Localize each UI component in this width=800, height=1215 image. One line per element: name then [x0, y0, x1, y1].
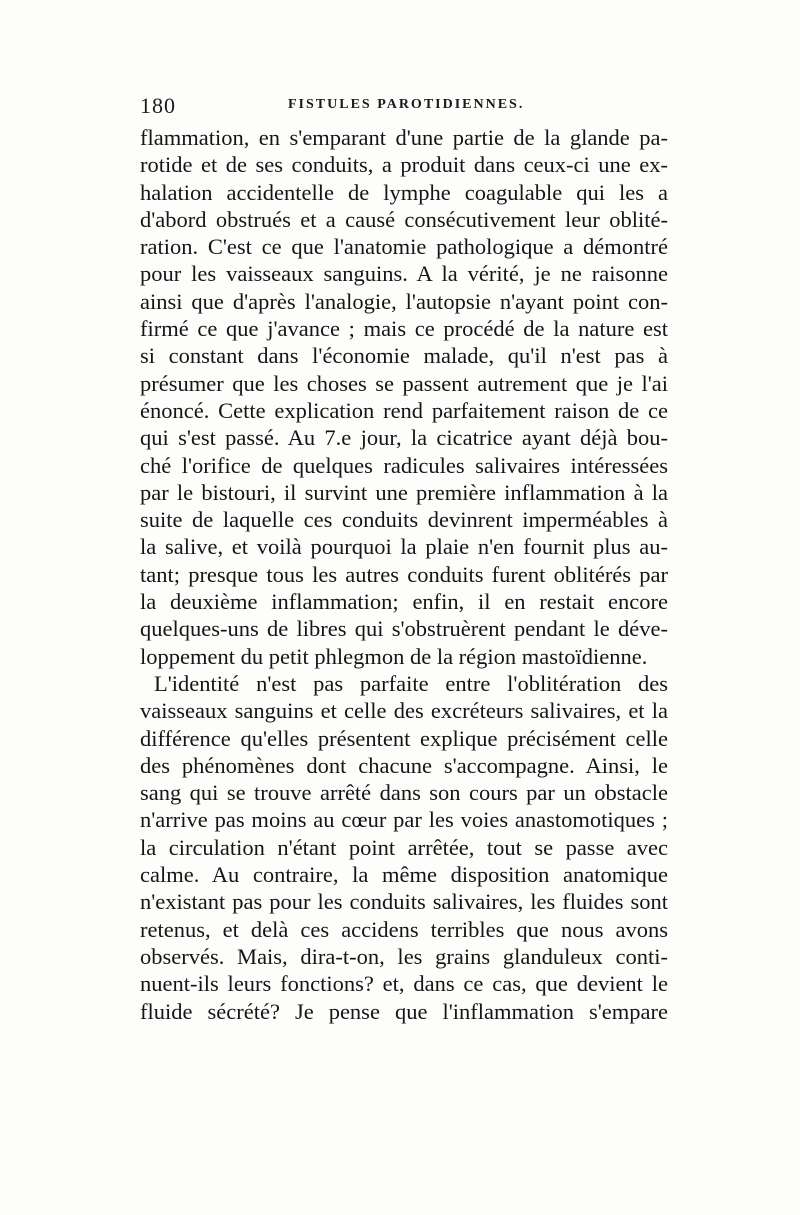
running-title: FISTULES PAROTIDIENNES.	[288, 97, 525, 112]
text-line: la circulation n'étant point arrêtée, tout se passe avec	[140, 834, 668, 860]
body-text	[140, 124, 668, 1025]
text-line: la salive, et voilà pourquoi la plaie n'en fournit plus au-	[140, 534, 668, 560]
text-line: fluide sécrété? Je pense que l'inflammation s'empare	[140, 998, 668, 1024]
text-line: flammation, en s'emparant d'une partie de la glande pa-	[140, 125, 668, 150]
text-line: rotide et de ses conduits, a produit dans ceux-ci une ex-	[140, 152, 668, 178]
text-line: ration. C'est ce que l'anatomie pathologique a démontré	[140, 234, 668, 260]
paragraph-start-line: L'identité n'est pas parfaite entre l'oblitération des	[154, 670, 668, 696]
text-line: ché l'orifice de quelques radicules salivaires intéressées	[140, 452, 668, 478]
text-line: firmé ce que j'avance ; mais ce procédé de la nature est	[140, 316, 668, 342]
page-number: 180	[140, 93, 176, 118]
text-line: loppement du petit phlegmon de la région mastoïdienne.	[140, 643, 648, 669]
text-line: d'abord obstrués et a causé consécutivement leur oblité-	[140, 206, 668, 232]
text-line: des phénomènes dont chacune s'accompagne. Ainsi, le	[140, 752, 668, 778]
text-line: ainsi que d'après l'analogie, l'autopsie n'ayant point con-	[140, 288, 668, 314]
text-line: sang qui se trouve arrêté dans son cours par un obstacle	[140, 780, 668, 806]
text-line: observés. Mais, dira-t-on, les grains glanduleux conti-	[140, 943, 668, 969]
text-line: qui s'est passé. Au 7.e jour, la cicatrice ayant déjà bou-	[140, 425, 668, 451]
text-line: nuent-ils leurs fonctions? et, dans ce cas, que devient le	[140, 971, 668, 997]
text-line: si constant dans l'économie malade, qu'il n'est pas à	[140, 343, 668, 369]
text-line: suite de laquelle ces conduits devinrent imperméables à	[140, 507, 668, 533]
text-line: pour les vaisseaux sanguins. A la vérité, je ne raisonne	[140, 261, 668, 287]
text-line: énoncé. Cette explication rend parfaitement raison de ce	[140, 397, 668, 423]
text-line: présumer que les choses se passent autrement que je l'ai	[140, 370, 668, 396]
text-line: vaisseaux sanguins et celle des excréteurs salivaires, et la	[140, 698, 668, 724]
page-header	[140, 93, 668, 117]
text-line: n'arrive pas moins au cœur par les voies anastomotiques ;	[140, 807, 668, 833]
text-line: retenus, et delà ces accidens terribles que nous avons	[140, 916, 668, 942]
text-line: quelques-uns de libres qui s'obstruèrent pendant le déve-	[140, 616, 668, 642]
text-line: n'existant pas pour les conduits salivaires, les fluides sont	[140, 889, 668, 915]
text-line: tant; presque tous les autres conduits furent oblitérés par	[140, 561, 668, 587]
text-line: la deuxième inflammation; enfin, il en restait encore	[140, 589, 668, 615]
text-line: par le bistouri, il survint une première inflammation à la	[140, 479, 668, 505]
text-line: halation accidentelle de lymphe coagulable qui les a	[140, 179, 668, 205]
text-line: différence qu'elles présentent explique précisément celle	[140, 725, 668, 751]
text-line: calme. Au contraire, la même disposition anatomique	[140, 862, 668, 888]
